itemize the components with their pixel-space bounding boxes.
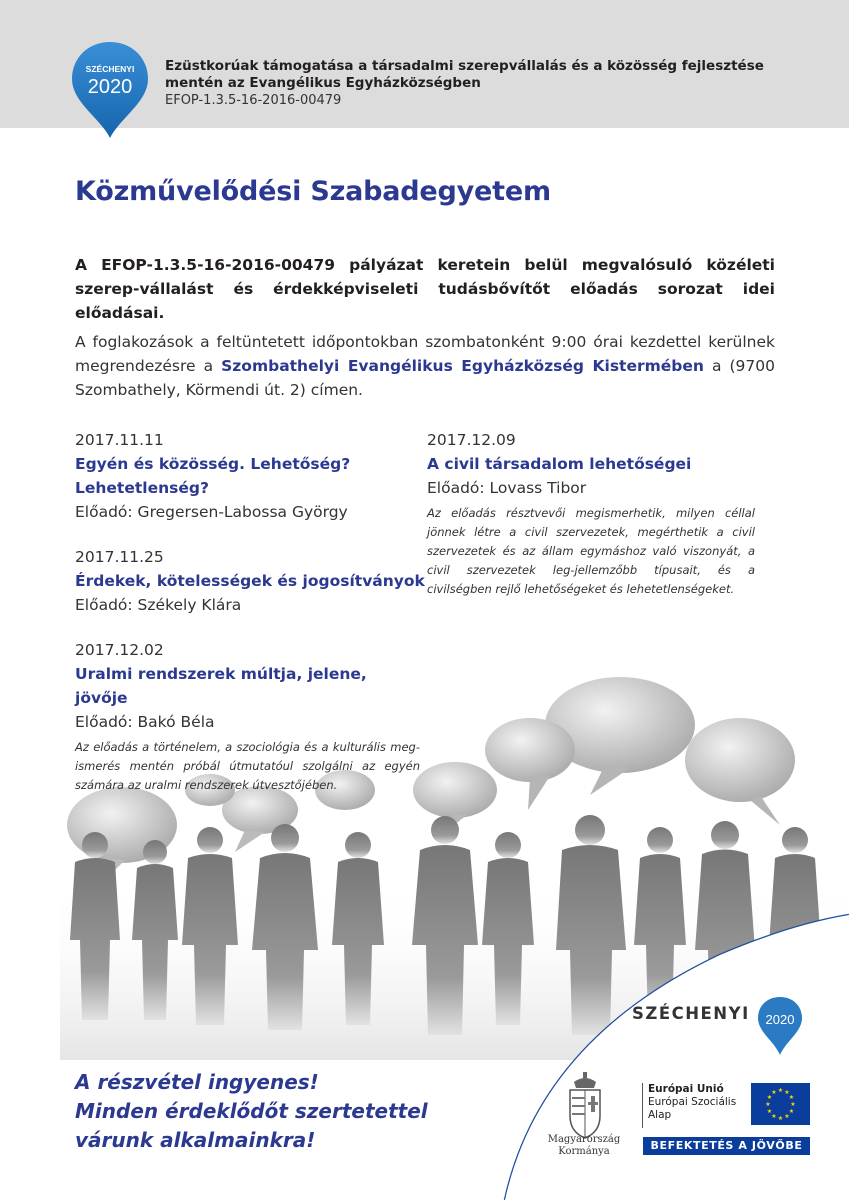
info-part-1: A foglakozások a feltüntetett időpontokban szombatonként 9:00 órai kezdettel kerülnek megrendezésre a <box>75 333 775 375</box>
invest-banner: BEFEKTETÉS A JÖVŐBE <box>643 1137 810 1155</box>
gov-line-1: Magyarország <box>547 1134 621 1145</box>
svg-text:★: ★ <box>771 1089 777 1096</box>
event-title: Uralmi rendszerek múltja, jelene, jövője <box>75 665 367 707</box>
header-code: EFOP-1.3.5-16-2016-00479 <box>165 93 342 108</box>
cta-line-2: Minden érdeklődőt szertetettel <box>75 1099 428 1123</box>
event-title: Érdekek, kötelességek és jogosítványok <box>75 572 425 590</box>
event-date: 2017.12.02 <box>75 641 164 659</box>
event-date: 2017.11.11 <box>75 431 164 449</box>
szechenyi-pin-icon <box>756 995 804 1057</box>
info-part-2: a (9700 Szombathely, Körmendi út. 2) címen. <box>75 357 775 399</box>
svg-text:★: ★ <box>766 1094 773 1101</box>
gov-line-2: Kormánya <box>558 1146 610 1157</box>
szechenyi-word: SZÉCHENYI <box>632 1004 750 1023</box>
szechenyi-year: 2020 <box>765 1012 795 1027</box>
header-line-1: Ezüstkorúak támogatása a társadalmi szerepvállalás és a közösség fejlesztése <box>165 58 764 74</box>
event-description: Az előadás résztvevői megismerhetik, milyen céllal jönnek létre a civil szervezetek, megérthetik a civil szervezetek és az állam egymáshoz való viszonyát, a civil szervezetek leg-jellemzőbb típusait, és a civilségben rejlő lehetőségeket és lehetetlenségeket. <box>427 506 755 596</box>
svg-text:★: ★ <box>771 1113 777 1120</box>
svg-text:★: ★ <box>790 1101 796 1108</box>
event-title: A civil társadalom lehetőségei <box>427 455 692 473</box>
page-title: Közművelődési Szabadegyetem <box>75 176 551 207</box>
event-date: 2017.12.09 <box>427 431 516 449</box>
hungary-crest-icon <box>560 1072 610 1140</box>
svg-text:★: ★ <box>788 1094 795 1101</box>
eu-line-2: Európai Szociális <box>648 1096 737 1108</box>
svg-text:★: ★ <box>766 1108 773 1115</box>
event-speaker: Előadó: Székely Klára <box>75 596 242 614</box>
event-date: 2017.11.25 <box>75 548 164 566</box>
eu-label-box <box>642 1083 754 1128</box>
logo-year: 2020 <box>87 76 133 98</box>
event-speaker: Előadó: Gregersen-Labossa György <box>75 503 348 521</box>
eu-line-1: Európai Unió <box>648 1083 724 1095</box>
eu-line-3: Alap <box>648 1109 672 1121</box>
intro-paragraph: A EFOP-1.3.5-16-2016-00479 pályázat keretein belül megvalósuló közéleti szerep-vállalást és érdekképviseleti tudásbővítőt előadás sorozat idei előadásai. <box>75 256 775 322</box>
header-line-2: mentén az Evangélikus Egyházközségben <box>165 75 481 91</box>
logo-word: SZÉCHENYI <box>85 64 135 74</box>
call-to-action <box>75 1068 428 1155</box>
event-speaker: Előadó: Bakó Béla <box>75 713 215 731</box>
venue-highlight: Szombathelyi Evangélikus Egyházközség Kistermében <box>221 357 704 375</box>
event-description: Az előadás a történelem, a szociológia és a kulturális meg-ismerés mentén próbál útmutatóul szolgálni az egyén számára az uralmi rendszerek útvesztőjében. <box>75 740 420 792</box>
svg-text:★: ★ <box>777 1115 784 1122</box>
cta-line-3: várunk alkalmainkra! <box>75 1128 316 1152</box>
government-label <box>538 1134 630 1158</box>
svg-text:★: ★ <box>777 1087 784 1094</box>
event-speaker: Előadó: Lovass Tibor <box>427 479 587 497</box>
svg-text:★: ★ <box>788 1108 795 1115</box>
svg-text:★: ★ <box>765 1101 771 1108</box>
cta-line-1: A részvétel ingyenes! <box>75 1070 319 1094</box>
event-title: Egyén és közösség. Lehetőség? Lehetetlenség? <box>75 455 351 497</box>
svg-text:★: ★ <box>784 1089 790 1096</box>
svg-text:★: ★ <box>784 1113 790 1120</box>
eu-flag-icon <box>751 1083 810 1125</box>
